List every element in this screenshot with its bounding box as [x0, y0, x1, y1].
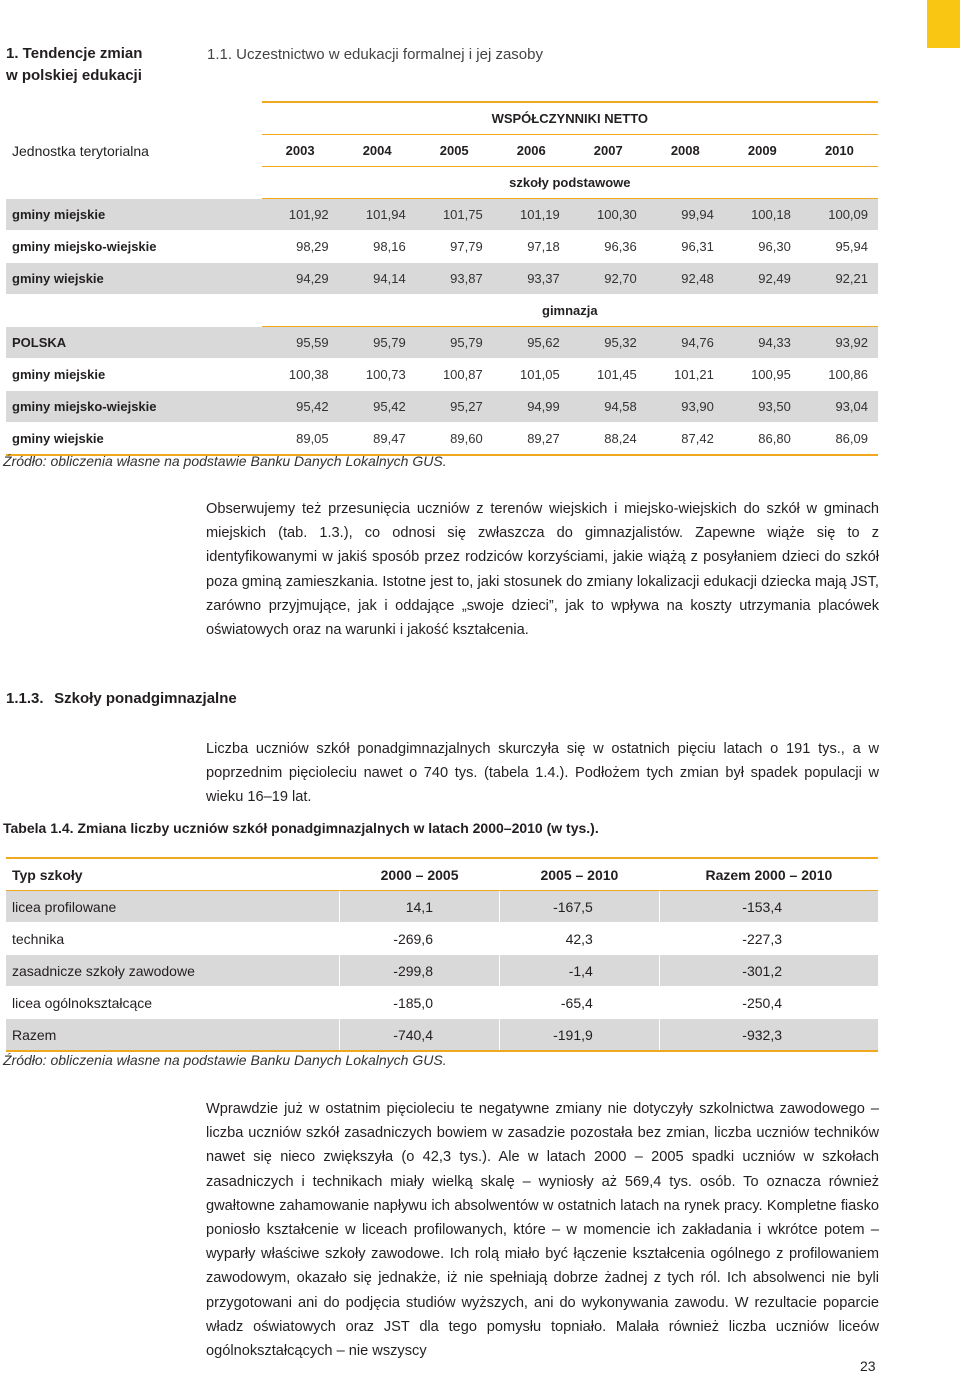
cell: 95,27: [416, 391, 493, 423]
cell: 96,31: [647, 231, 724, 263]
cell: -932,3: [659, 1019, 878, 1052]
cell: 95,32: [570, 327, 647, 359]
cell: 93,50: [724, 391, 801, 423]
cell: 100,30: [570, 199, 647, 231]
subsection-heading: [6, 690, 237, 707]
row-label: gminy wiejskie: [6, 263, 262, 295]
year-header: 2009: [724, 135, 801, 167]
row-label: Razem: [6, 1019, 340, 1052]
cell: 95,59: [262, 327, 339, 359]
cell: 97,18: [493, 231, 570, 263]
cell: 101,21: [647, 359, 724, 391]
cell: 100,87: [416, 359, 493, 391]
cell: 100,18: [724, 199, 801, 231]
body-paragraph: Obserwujemy też przesunięcia uczniów z terenów wiejskich i miejsko-wiejskich do szkół w gminach miejskich (tab. 1.3.), co odnosi się zwłaszcza do gimnazjalistów. Zapewne wiąże się to z identyfikowanymi w jakiś sposób przez rodziców korzyściami, jakie wiążą z posyłaniem dzieci do szkół poza gminą zamieszkania. Istotne jest to, jaki stosunek do zmiany lokalizacji edukacji dziecka mają JST, zarówno przyjmujące, jak i oddające „swoje dzieci”, jak to wpływa na koszty utrzymania placówek oświatowych oraz na warunki i jakość kształcenia.: [206, 501, 879, 639]
cell: 100,09: [801, 199, 878, 231]
table-row: [6, 987, 878, 1019]
year-header: 2010: [801, 135, 878, 167]
cell: -185,0: [340, 987, 500, 1019]
cell: -740,4: [340, 1019, 500, 1052]
cell: 97,79: [416, 231, 493, 263]
column-header: Razem 2000 – 2010: [659, 858, 878, 891]
cell: 94,99: [493, 391, 570, 423]
cell: 89,05: [262, 423, 339, 456]
table-caption: Tabela 1.4. Zmiana liczby uczniów szkół ponadgimnazjalnych w latach 2000–2010 (w tys.).: [3, 820, 599, 836]
section-header-primary: szkoły podstawowe: [262, 167, 878, 199]
cell: 94,29: [262, 263, 339, 295]
cell: 88,24: [570, 423, 647, 456]
cell: 101,45: [570, 359, 647, 391]
body-paragraph: Liczba uczniów szkół ponadgimnazjalnych skurczyła się w ostatnich pięciu latach o 191 tys., a w poprzednim pięcioleciu nawet o 740 tys. (tabela 1.4.). Podłożem tych zmian był spadek populacji w wieku 16–19 lat.: [206, 741, 879, 806]
column-header: 2000 – 2005: [340, 858, 500, 891]
cell: 94,58: [570, 391, 647, 423]
cell: -269,6: [340, 923, 500, 955]
table-source-note: Źródło: obliczenia własne na podstawie Banku Danych Lokalnych GUS.: [3, 1052, 447, 1068]
page-number: 23: [860, 1358, 876, 1374]
table-row: [6, 423, 878, 456]
year-header: 2004: [339, 135, 416, 167]
cell: -167,5: [499, 891, 659, 923]
table-source-note: Źródło: obliczenia własne na podstawie Banku Danych Lokalnych GUS.: [3, 453, 447, 469]
cell: 95,62: [493, 327, 570, 359]
table-row: [6, 327, 878, 359]
row-label: zasadnicze szkoły zawodowe: [6, 955, 340, 987]
table-row: [6, 891, 878, 923]
row-label: licea profilowane: [6, 891, 340, 923]
table-row: [6, 391, 878, 423]
table-row: [6, 231, 878, 263]
cell: 93,37: [493, 263, 570, 295]
cell: 93,90: [647, 391, 724, 423]
cell: 93,04: [801, 391, 878, 423]
cell: 92,70: [570, 263, 647, 295]
cell: 101,75: [416, 199, 493, 231]
row-label: gminy wiejskie: [6, 423, 262, 456]
cell: 101,92: [262, 199, 339, 231]
table-student-change: [6, 857, 878, 1052]
row-label: gminy miejsko-wiejskie: [6, 231, 262, 263]
cell: 99,94: [647, 199, 724, 231]
section-title: [6, 43, 142, 87]
cell: 92,48: [647, 263, 724, 295]
table-row: [6, 263, 878, 295]
cell: 100,95: [724, 359, 801, 391]
cell: 100,73: [339, 359, 416, 391]
cell: 94,76: [647, 327, 724, 359]
cell: 89,47: [339, 423, 416, 456]
cell: 100,86: [801, 359, 878, 391]
cell: 86,09: [801, 423, 878, 456]
cell: 95,42: [339, 391, 416, 423]
year-header: 2007: [570, 135, 647, 167]
cell: 14,1: [340, 891, 500, 923]
cell: 42,3: [499, 923, 659, 955]
cell: 101,05: [493, 359, 570, 391]
row-label: gminy miejskie: [6, 199, 262, 231]
cell: 89,27: [493, 423, 570, 456]
row-label: technika: [6, 923, 340, 955]
table-net-enrolment-rates: [6, 101, 878, 456]
cell: -301,2: [659, 955, 878, 987]
row-label: POLSKA: [6, 327, 262, 359]
cell: 96,30: [724, 231, 801, 263]
table-row: [6, 955, 878, 987]
year-header: 2008: [647, 135, 724, 167]
cell: -250,4: [659, 987, 878, 1019]
cell: -227,3: [659, 923, 878, 955]
cell: 98,29: [262, 231, 339, 263]
cell: 98,16: [339, 231, 416, 263]
table-row: [6, 923, 878, 955]
column-header: Typ szkoły: [6, 858, 340, 891]
table-group-header: WSPÓŁCZYNNIKI NETTO: [262, 102, 878, 135]
table-row: [6, 199, 878, 231]
section-accent-tab: [927, 0, 960, 48]
cell: 101,19: [493, 199, 570, 231]
cell: 95,42: [262, 391, 339, 423]
cell: 96,36: [570, 231, 647, 263]
year-header: 2006: [493, 135, 570, 167]
cell: 95,94: [801, 231, 878, 263]
cell: 89,60: [416, 423, 493, 456]
cell: -65,4: [499, 987, 659, 1019]
year-header: 2005: [416, 135, 493, 167]
cell: 94,33: [724, 327, 801, 359]
running-title: 1.1. Uczestnictwo w edukacji formalnej i jej zasoby: [207, 46, 543, 63]
row-label: licea ogólnokształcące: [6, 987, 340, 1019]
section-title-line-2: w polskiej edukacji: [6, 67, 142, 84]
unit-column-header: Jednostka terytorialna: [12, 142, 149, 159]
cell: 92,21: [801, 263, 878, 295]
cell: 95,79: [339, 327, 416, 359]
body-paragraph: Wprawdzie już w ostatnim pięcioleciu te negatywne zmiany nie dotyczyły szkolnictwa zawodowego – liczba uczniów szkół zasadniczych bowiem w zasadzie pozostała bez zmian, liczba uczniów techników nawet się nieco zwiększyła (o 42,3 tys.). Ale w latach 2000 – 2005 spadki uczniów w szkołach zasadniczych i technikach miały wielką skalę – wyniosły aż 569,4 tys. osób. To oznacza również gwałtowne zahamowanie napływu ich absolwentów w ostatnich latach na rynek pracy. Kompletne fiasko poniosło kształcenie w liceach profilowanych, które – w momencie ich zakładania i wkrótce potem – wyparły właściwe szkoły zawodowe. Ich rolą miało być łączenie kształcenia ogólnego z profilowaniem zawodowym, okazało się jednakże, iż nie spełniają dobrze żadnej z tych ról. Ich absolwenci nie byli przygotowani ani do podjęcia studiów wyższych, ani do wykonywania zawodu. W rezultacie poparcie władz oświatowych oraz JST dla tego pomysłu topniało. Malała również liczba uczniów liceów ogólnokształcących – nie wszyscy: [206, 1101, 879, 1360]
cell: 101,94: [339, 199, 416, 231]
cell: 86,80: [724, 423, 801, 456]
subsection-number: 1.1.3.: [6, 690, 44, 707]
cell: 94,14: [339, 263, 416, 295]
column-header: 2005 – 2010: [499, 858, 659, 891]
section-title-line-1: 1. Tendencje zmian: [6, 45, 143, 62]
subsection-title: Szkoły ponadgimnazjalne: [54, 690, 237, 707]
cell: 87,42: [647, 423, 724, 456]
cell: -153,4: [659, 891, 878, 923]
section-header-lower-secondary: gimnazja: [262, 295, 878, 327]
cell: 100,38: [262, 359, 339, 391]
cell: -299,8: [340, 955, 500, 987]
cell: 95,79: [416, 327, 493, 359]
cell: 93,87: [416, 263, 493, 295]
row-label: gminy miejsko-wiejskie: [6, 391, 262, 423]
cell: -191,9: [499, 1019, 659, 1052]
row-label: gminy miejskie: [6, 359, 262, 391]
table-row: [6, 1019, 878, 1052]
cell: 92,49: [724, 263, 801, 295]
cell: -1,4: [499, 955, 659, 987]
year-header: 2003: [262, 135, 339, 167]
table-row: [6, 359, 878, 391]
cell: 93,92: [801, 327, 878, 359]
